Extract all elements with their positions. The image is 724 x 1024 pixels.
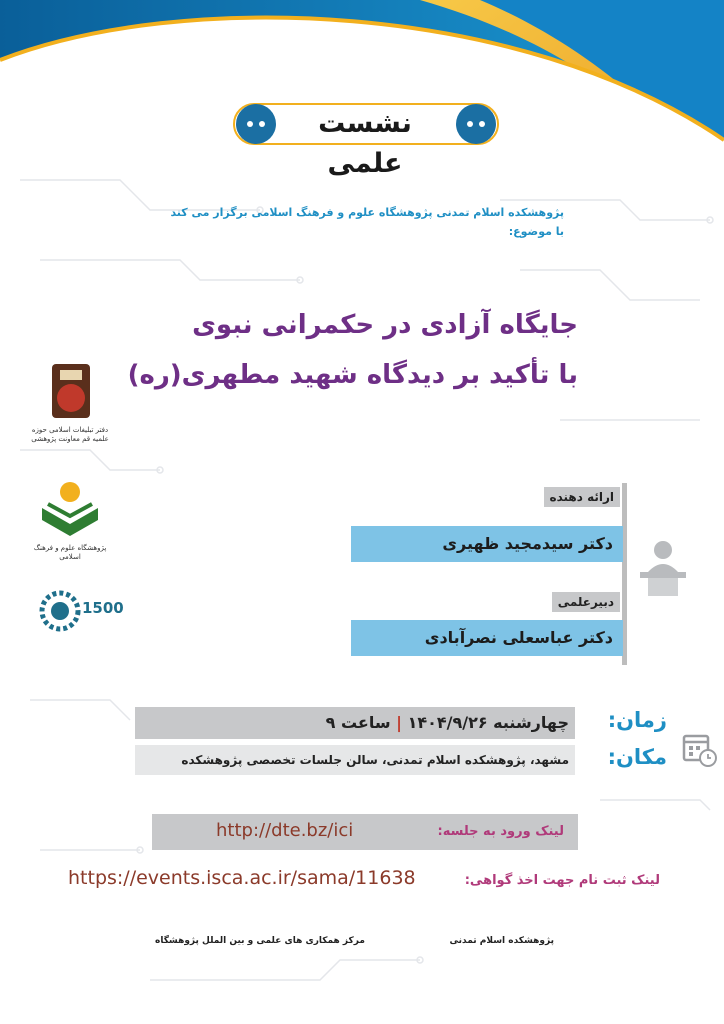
main-title-line1: جایگاه آزادی در حکمرانی نبوی xyxy=(192,310,578,340)
logo-isca xyxy=(30,480,110,562)
speech-bubble-icon xyxy=(236,104,276,144)
secretary-name: دکتر عباسعلی نصرآبادی xyxy=(351,620,623,656)
organizer-text: پژوهشکده اسلام تمدنی پژوهشگاه علوم و فرهنگ اسلامی برگزار می کند xyxy=(170,206,564,219)
event-type-title: نشست علمی xyxy=(318,108,412,179)
tablighat-logo-icon xyxy=(30,362,110,422)
session-link[interactable]: http://dte.bz/ici xyxy=(216,820,354,841)
secretary-label: دبیرعلمی xyxy=(552,592,620,612)
date-value: چهارشنبه ۱۴۰۴/۹/۲۶ xyxy=(407,713,569,732)
calendar-clock-icon xyxy=(682,730,718,768)
logo-tablighat xyxy=(30,362,110,444)
presenter-name: دکتر سیدمجید ظهیری xyxy=(351,526,623,562)
register-link-label: لینک ثبت نام جهت اخذ گواهی: xyxy=(464,873,660,888)
main-title-line2: با تأکید بر دیدگاه شهید مطهری(ره) xyxy=(127,360,578,390)
speech-bubble-icon xyxy=(456,104,496,144)
footer-right-text: پژوهشکده اسلام تمدنی xyxy=(449,936,554,946)
presenter-label: ارائه دهنده xyxy=(544,487,621,507)
isca-logo-icon xyxy=(30,480,110,540)
session-link-label: لینک ورود به جلسه: xyxy=(437,824,564,839)
time-label: زمان: xyxy=(607,708,667,732)
topic-label: با موضوع: xyxy=(508,225,564,238)
speaker-podium-icon xyxy=(634,538,692,600)
time-box xyxy=(135,707,575,739)
logo1-caption: دفتر تبلیغات اسلامی حوزه علمیه قم معاونت پژوهشی xyxy=(31,426,109,443)
logo3-text: 1500 xyxy=(82,599,124,617)
logo-1500 xyxy=(38,585,122,641)
place-label: مکان: xyxy=(607,745,667,769)
place-value: مشهد، پژوهشکده اسلام تمدنی، سالن جلسات تخصصی پژوهشکده xyxy=(135,745,575,775)
time-separator: | xyxy=(396,713,402,732)
logo2-caption: پژوهشگاه علوم و فرهنگ اسلامی xyxy=(33,544,107,561)
register-link[interactable]: https://events.isca.ac.ir/sama/11638 xyxy=(68,867,416,889)
footer-left-text: مرکز همکاری های علمی و بین الملل پژوهشگاه xyxy=(155,936,365,946)
hour-value: ساعت ۹ xyxy=(325,713,391,732)
